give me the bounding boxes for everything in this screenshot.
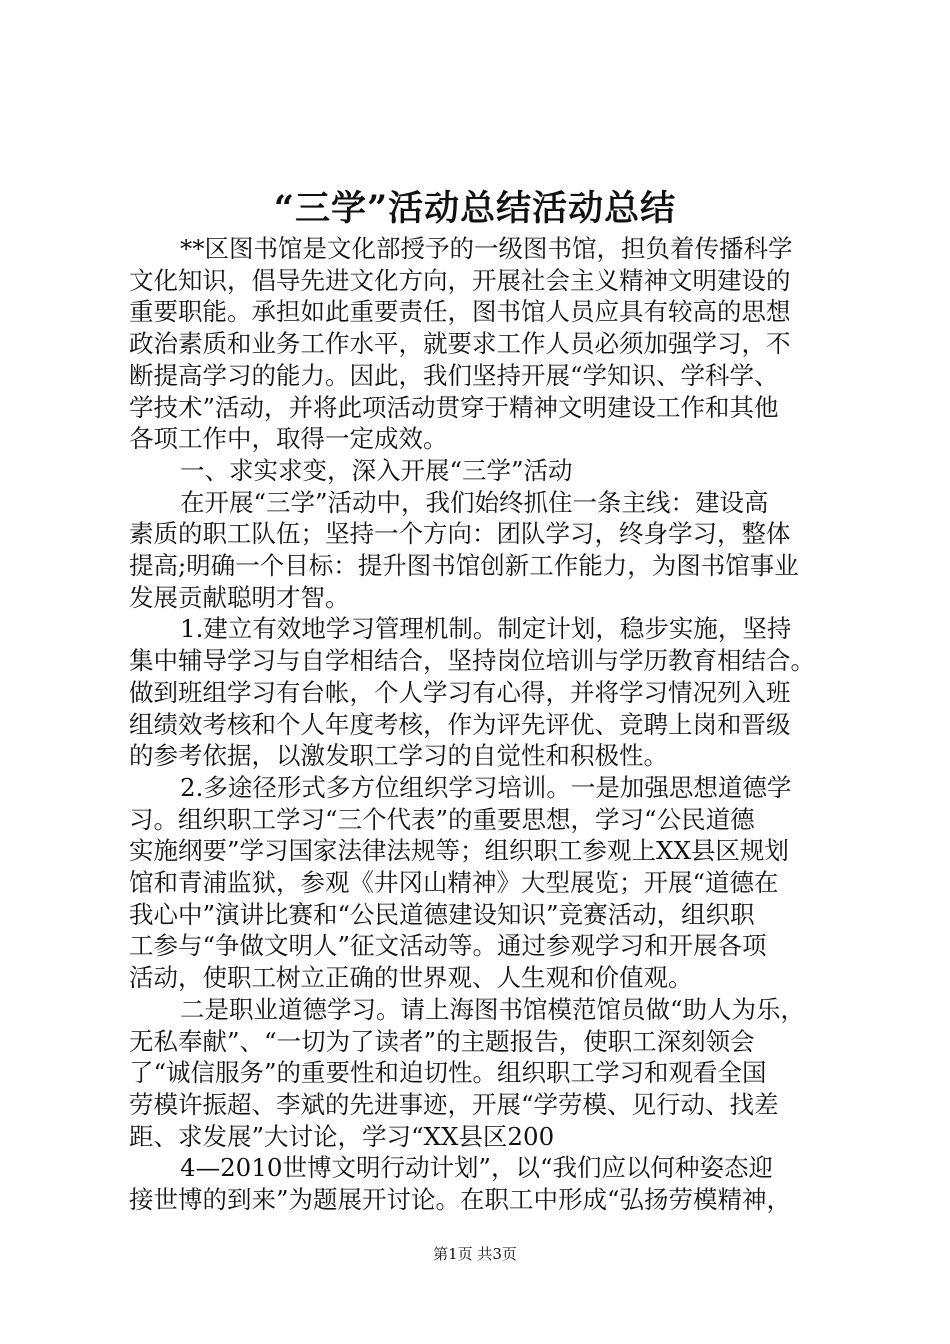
text-line: 在开展“三学”活动中，我们始终抓住一条主线：建设高: [180, 487, 769, 517]
text-line: 习。组织职工学习“三个代表”的重要思想，学习“公民道德: [129, 804, 755, 834]
text-line: 一、求实求变，深入开展“三学”活动: [180, 455, 573, 485]
text-line: 各项工作中，取得一定成效。: [129, 424, 448, 454]
text-line: 活动，使职工树立正确的世界观、人生观和价值观。: [129, 963, 693, 993]
text-line: 4—2010世博文明行动计划”，以“我们应以何种姿态迎: [180, 1153, 773, 1183]
text-line: 学技术”活动，并将此项活动贯穿于精神文明建设工作和其他: [129, 392, 779, 422]
text-line: 接世博的到来”为题展开讨论。在职工中形成“弘扬劳模精神，: [129, 1185, 792, 1215]
text-line: 无私奉献”、“一切为了读者”的主题报告，使职工深刻领会: [129, 1026, 755, 1056]
text-line: 了“诚信服务”的重要性和迫切性。组织职工学习和观看全国: [129, 1058, 767, 1088]
text-line: 政治素质和业务工作水平，就要求工作人员必须加强学习，不: [129, 329, 791, 359]
text-line: 重要职能。承担如此重要责任，图书馆人员应具有较高的思想: [129, 297, 791, 327]
text-line: 素质的职工队伍；坚持一个方向：团队学习，终身学习，整体: [129, 519, 791, 549]
text-line: 提高;明确一个目标：提升图书馆创新工作能力，为图书馆事业: [129, 551, 799, 581]
text-line: 集中辅导学习与自学相结合，坚持岗位培训与学历教育相结合。: [129, 646, 815, 676]
text-line: 1.建立有效地学习管理机制。制定计划，稳步实施，坚持: [180, 614, 792, 644]
text-line: 组绩效考核和个人年度考核，作为评先评优、竞聘上岗和晋级: [129, 709, 791, 739]
page-number-footer: 第1页 共3页: [433, 1245, 517, 1263]
text-line: 做到班组学习有台帐，个人学习有心得，并将学习情况列入班: [129, 677, 791, 707]
text-line: **区图书馆是文化部授予的一级图书馆，担负着传播科学: [180, 234, 793, 263]
text-line: 断提高学习的能力。因此，我们坚持开展“学知识、学科学、: [129, 360, 779, 390]
document-body: [129, 233, 829, 1216]
text-line: 馆和青浦监狱，参观《井冈山精神》大型展览；开展“道德在: [129, 868, 779, 898]
text-line: 文化知识，倡导先进文化方向，开展社会主义精神文明建设的: [129, 265, 791, 295]
text-line: 实施纲要”学习国家法律法规等；组织职工参观上XX县区规划: [129, 836, 789, 866]
text-line: 二是职业道德学习。请上海图书馆模范馆员做“助人为乐，: [180, 994, 806, 1024]
text-line: 发展贡献聪明才智。: [129, 582, 350, 612]
document-title: “三学”活动总结活动总结: [273, 188, 677, 229]
text-line: 劳模许振超、李斌的先进事迹，开展“学劳模、见行动、找差: [129, 1089, 779, 1119]
text-line: 工参与“争做文明人”征文活动等。通过参观学习和开展各项: [129, 931, 767, 961]
text-line: 的参考依据，以激发职工学习的自觉性和积极性。: [129, 741, 668, 771]
text-line: 距、求发展”大讨论，学习“XX县区200: [129, 1121, 555, 1151]
text-line: 我心中”演讲比赛和“公民道德建设知识”竞赛活动，组织职: [129, 899, 755, 929]
text-line: 2.多途径形式多方位组织学习培训。一是加强思想道德学: [180, 772, 792, 802]
